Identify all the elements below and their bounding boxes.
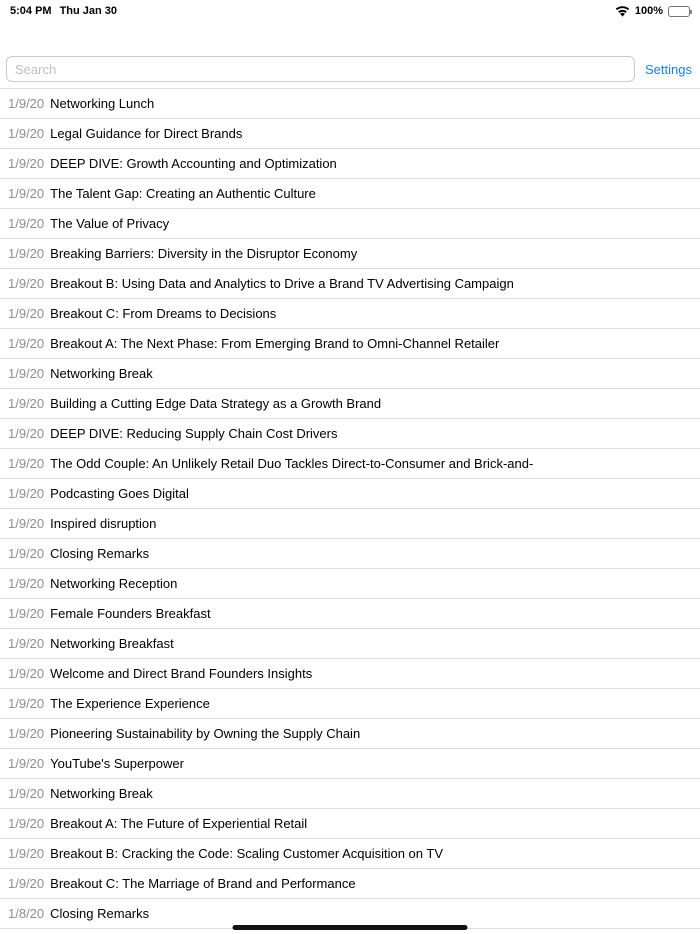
home-indicator[interactable]	[233, 925, 468, 930]
session-title: Networking Lunch	[50, 96, 155, 111]
session-date: 1/9/20	[8, 576, 45, 591]
list-item[interactable]	[0, 479, 700, 509]
list-item[interactable]	[0, 389, 700, 419]
status-bar-left	[10, 5, 117, 17]
list-item[interactable]	[0, 239, 700, 269]
search-input[interactable]	[6, 56, 635, 82]
session-date: 1/9/20	[8, 816, 45, 831]
clock-time: 5:04 PM	[10, 5, 52, 17]
session-date: 1/9/20	[8, 276, 45, 291]
session-title: Networking Breakfast	[50, 636, 174, 651]
session-date: 1/9/20	[8, 726, 45, 741]
session-title: Breakout B: Using Data and Analytics to Drive a Brand TV Advertising Campaign	[50, 276, 514, 291]
session-date: 1/9/20	[8, 696, 45, 711]
list-item[interactable]	[0, 689, 700, 719]
list-item[interactable]	[0, 599, 700, 629]
list-item[interactable]	[0, 209, 700, 239]
session-date: 1/9/20	[8, 606, 45, 621]
session-date: 1/8/20	[8, 906, 45, 921]
session-date: 1/9/20	[8, 336, 45, 351]
session-title: The Odd Couple: An Unlikely Retail Duo Tackles Direct-to-Consumer and Brick-and-	[50, 456, 534, 471]
session-date: 1/9/20	[8, 516, 45, 531]
session-date: 1/9/20	[8, 156, 45, 171]
list-item[interactable]	[0, 629, 700, 659]
list-item[interactable]	[0, 119, 700, 149]
list-item[interactable]	[0, 569, 700, 599]
session-date: 1/9/20	[8, 486, 45, 501]
session-title: Female Founders Breakfast	[50, 606, 211, 621]
list-item[interactable]	[0, 779, 700, 809]
session-title: Building a Cutting Edge Data Strategy as a Growth Brand	[50, 396, 382, 411]
session-date: 1/9/20	[8, 186, 45, 201]
list-item[interactable]	[0, 839, 700, 869]
session-title: DEEP DIVE: Growth Accounting and Optimization	[50, 156, 337, 171]
session-title: Breakout C: From Dreams to Decisions	[50, 306, 277, 321]
session-date: 1/9/20	[8, 456, 45, 471]
clock-date: Thu Jan 30	[59, 5, 118, 17]
settings-button[interactable]: Settings	[645, 61, 692, 77]
status-bar-right	[615, 5, 690, 17]
session-date: 1/9/20	[8, 846, 45, 861]
session-title: Networking Break	[50, 366, 153, 381]
list-item[interactable]	[0, 809, 700, 839]
session-date: 1/9/20	[8, 666, 45, 681]
session-title: Breakout A: The Next Phase: From Emerging Brand to Omni-Channel Retailer	[50, 336, 500, 351]
list-item[interactable]	[0, 359, 700, 389]
status-bar	[0, 0, 700, 22]
session-title: Breakout B: Cracking the Code: Scaling Customer Acquisition on TV	[50, 846, 444, 861]
list-item[interactable]	[0, 89, 700, 119]
session-title: Breaking Barriers: Diversity in the Disruptor Economy	[50, 246, 358, 261]
session-title: Legal Guidance for Direct Brands	[50, 126, 243, 141]
session-title: The Experience Experience	[50, 696, 210, 711]
session-title: Breakout C: The Marriage of Brand and Performance	[50, 876, 356, 891]
session-date: 1/9/20	[8, 426, 45, 441]
session-date: 1/9/20	[8, 96, 45, 111]
list-item[interactable]	[0, 449, 700, 479]
session-title: Closing Remarks	[50, 906, 150, 921]
battery-percent: 100%	[634, 5, 663, 17]
session-date: 1/9/20	[8, 396, 45, 411]
session-date: 1/9/20	[8, 366, 45, 381]
wifi-icon	[615, 6, 630, 17]
session-list	[0, 88, 700, 929]
list-item[interactable]	[0, 419, 700, 449]
session-title: DEEP DIVE: Reducing Supply Chain Cost Drivers	[50, 426, 338, 441]
list-item[interactable]	[0, 749, 700, 779]
list-item[interactable]	[0, 329, 700, 359]
session-date: 1/9/20	[8, 126, 45, 141]
session-date: 1/9/20	[8, 636, 45, 651]
toolbar	[0, 22, 700, 88]
list-item[interactable]	[0, 299, 700, 329]
session-date: 1/9/20	[8, 756, 45, 771]
session-date: 1/9/20	[8, 306, 45, 321]
session-date: 1/9/20	[8, 546, 45, 561]
list-item[interactable]	[0, 179, 700, 209]
list-item[interactable]	[0, 539, 700, 569]
session-title: Welcome and Direct Brand Founders Insights	[50, 666, 313, 681]
list-item[interactable]	[0, 719, 700, 749]
session-date: 1/9/20	[8, 216, 45, 231]
session-title: Networking Reception	[50, 576, 178, 591]
list-item[interactable]	[0, 269, 700, 299]
battery-icon	[668, 6, 690, 17]
session-title: Pioneering Sustainability by Owning the Supply Chain	[50, 726, 361, 741]
session-date: 1/9/20	[8, 876, 45, 891]
session-title: Closing Remarks	[50, 546, 150, 561]
session-date: 1/9/20	[8, 786, 45, 801]
session-title: The Value of Privacy	[50, 216, 170, 231]
session-date: 1/9/20	[8, 246, 45, 261]
list-item[interactable]	[0, 149, 700, 179]
list-item[interactable]	[0, 869, 700, 899]
session-title: The Talent Gap: Creating an Authentic Culture	[50, 186, 316, 201]
session-title: YouTube's Superpower	[50, 756, 184, 771]
list-item[interactable]	[0, 659, 700, 689]
list-item[interactable]	[0, 509, 700, 539]
session-title: Inspired disruption	[50, 516, 157, 531]
session-title: Breakout A: The Future of Experiential Retail	[50, 816, 308, 831]
session-title: Podcasting Goes Digital	[50, 486, 189, 501]
session-title: Networking Break	[50, 786, 153, 801]
